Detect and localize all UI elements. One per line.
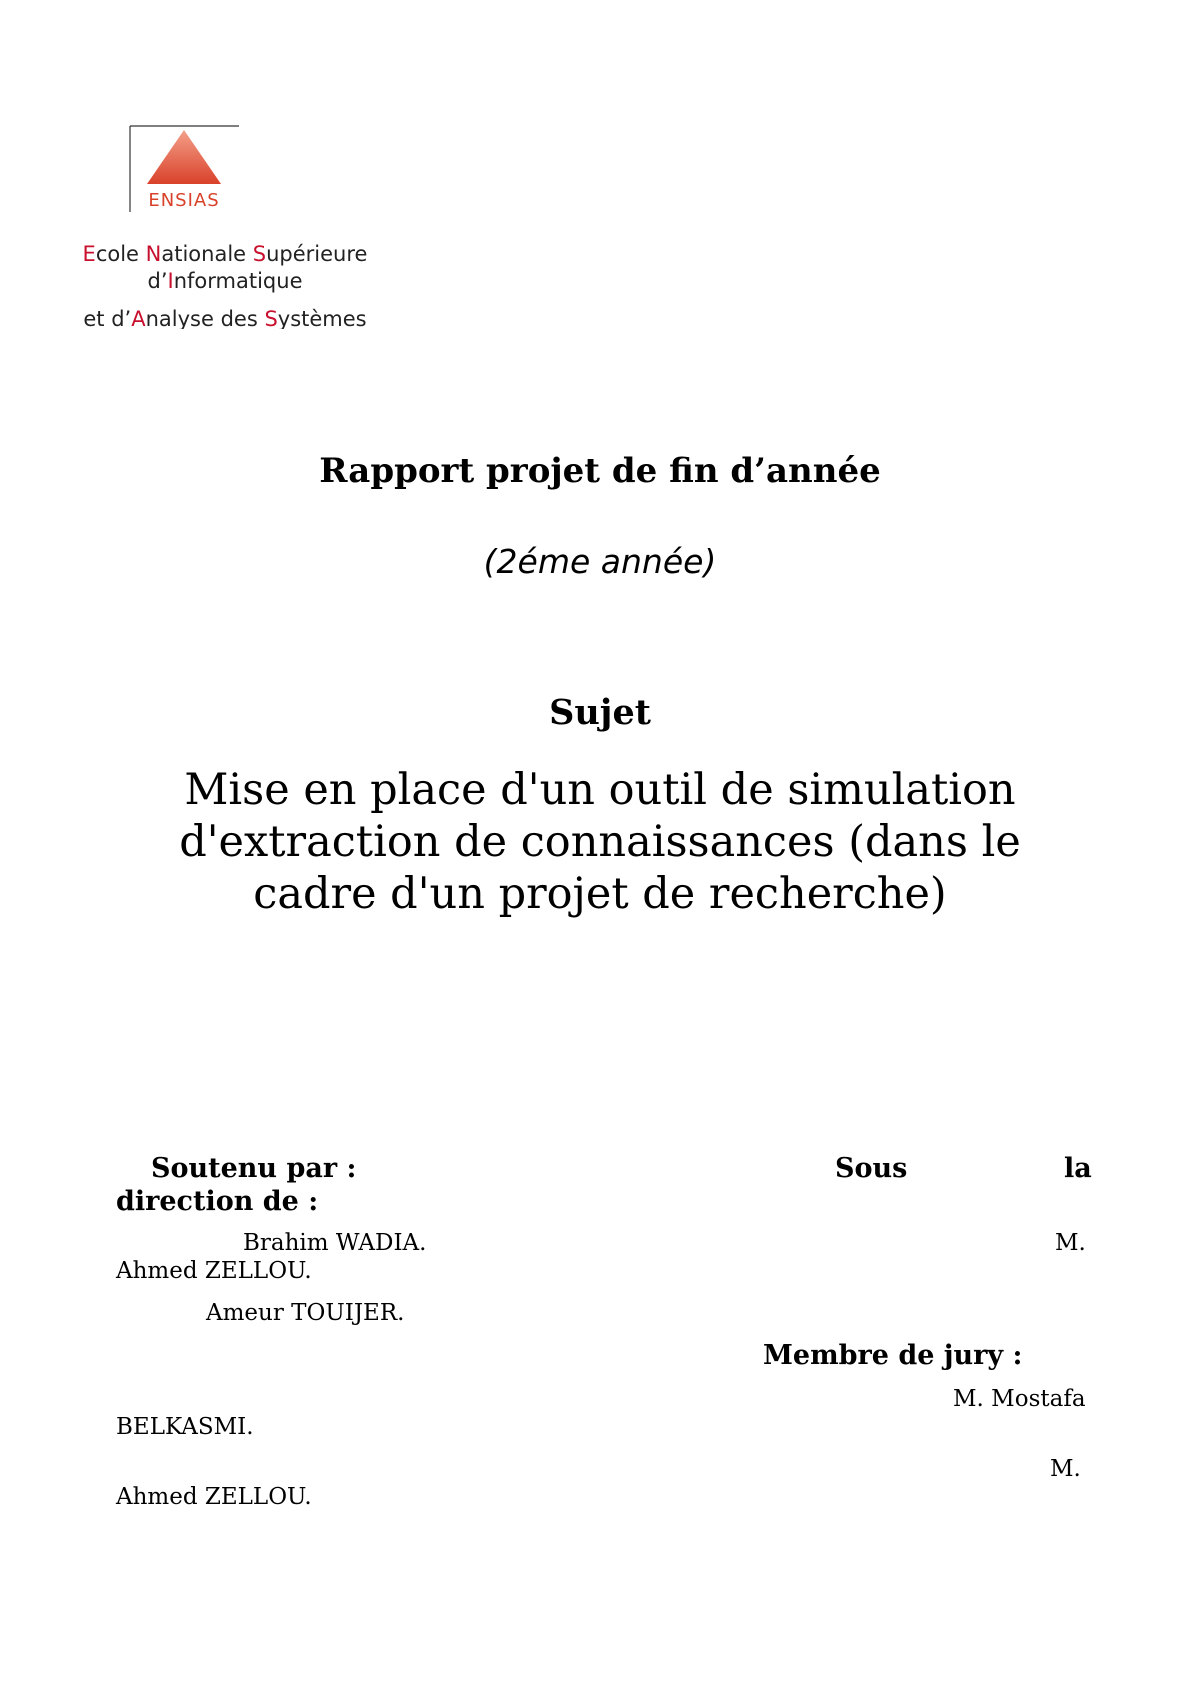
jury-member-last: BELKASMI. — [116, 1414, 254, 1440]
subject-text — [120, 764, 1080, 920]
ensias-logo-graphic — [129, 124, 240, 214]
school-name-line-1: Ecole Nationale Supérieure — [82, 242, 368, 266]
supervision-heading-word-1: Sous — [835, 1153, 908, 1184]
logo-text: ENSIAS — [148, 190, 220, 211]
subject-heading: Sujet — [549, 692, 651, 733]
jury-member-name: Ahmed ZELLOU. — [116, 1484, 312, 1510]
school-name-line-3: et d’Analyse des Systèmes — [83, 307, 367, 329]
student-name: Ameur TOUIJER. — [206, 1300, 405, 1326]
triangle-icon — [147, 130, 221, 184]
subject-line: cadre d'un projet de recherche) — [253, 869, 947, 919]
subject-line: Mise en place d'un outil de simulation — [184, 765, 1016, 815]
supervisor-prefix: M. — [1055, 1230, 1086, 1256]
ensias-logo — [129, 124, 240, 214]
supervision-heading-word-2: la — [1064, 1153, 1092, 1184]
presenters-heading: Soutenu par : — [151, 1153, 357, 1184]
report-title: Rapport projet de fin d’année — [319, 451, 881, 491]
jury-member-first: M. Mostafa — [953, 1386, 1086, 1412]
jury-member-prefix: M. — [1050, 1456, 1081, 1482]
student-name: Brahim WADIA. — [243, 1230, 427, 1256]
supervisor-name: Ahmed ZELLOU. — [116, 1258, 312, 1284]
school-name-line-2: d’Informatique — [147, 269, 303, 293]
supervision-heading-continued: direction de : — [116, 1186, 319, 1217]
subject-line: d'extraction de connaissances (dans le — [179, 817, 1021, 867]
jury-heading: Membre de jury : — [763, 1340, 1023, 1371]
report-year: (2éme année) — [483, 542, 717, 581]
